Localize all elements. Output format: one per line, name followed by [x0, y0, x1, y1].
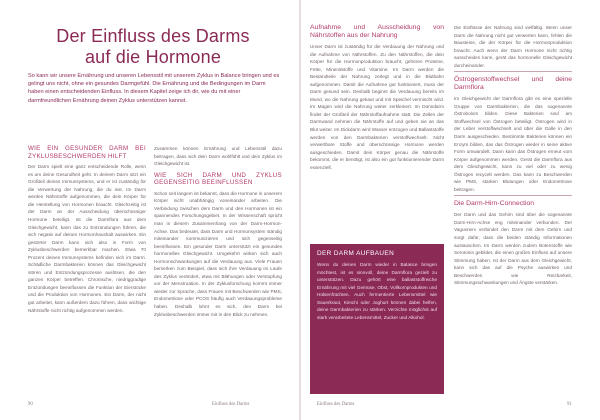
chapter-title: [28, 26, 278, 68]
divider: [454, 195, 572, 196]
body-text: Die Einflüsse der Nahrung sind vielfältig. Wenn unser Darm die Nahrung nicht gut verwerten kann, fehlen die Bausteine, die der Körper für die Hormonproduktion braucht. Auch wenn der Darm Hormone nicht richtig ausscheiden kann, gerät das hormonelle Gleichgewicht durcheinander.: [454, 25, 572, 68]
chapter-intro: So kann wir unsere Ernährung und unseren Lebensstil mit unserem Zyklus in Balance bringen und es gelingt uns nicht, ohne ein gesundes Darmgefühl. Die Ernährung und die Bedingungen im Darm haben einen entscheidenden Einfluss. In diesem Kapitel zeige ich dir, wie du mit einer darmfreundlichen Ernährung deinen Zyklus unterstützen kannst.: [28, 73, 280, 104]
left-page: [0, 0, 299, 420]
chapter-title-line-1: Der Einfluss des Darms: [56, 26, 250, 46]
chapter-title-line-2: auf die Hormone: [84, 47, 222, 67]
body-text: Der Darm spielt eine ganz entscheidende Rolle, wenn es um deine Gesundheit geht. In deinem Darm sitzt ein Großteil deines Immunsystems, und er ist zuständig für die Verwertung der Nahrung, die du isst. Im Darm werden Nährstoffe aufgenommen, die dein Körper für die Herstellung von Hormonen braucht. Gleichzeitig ist der Darm an der Ausscheidung überschüssiger Hormone beteiligt. Ist die Darmflora aus dem Gleichgewicht, kann das zu Entzündungen führen, die sich negativ auf deinen Hormonhaushalt auswirken. Ein gestörter Darm kann sich also in Form von Zyklusbeschwerden bemerkbar machen. Etwa 70 Prozent deines Immunsystems befinden sich im Darm. Schädliche Darmbakterien können das Gleichgewicht stören und Entzündungsprozesse auslösen, die den ganzen Körper betreffen. Chronische, niedriggradige Entzündungen beeinflussen die Funktion der Eierstöcke und die Produktion von Hormonen. Ein Darm, der nicht gut arbeitet, kann außerdem dazu führen, dass wichtige Nährstoffe nicht richtig aufgenommen werden.: [28, 164, 146, 313]
section-heading: Die Darm-Hirn-Connection: [454, 200, 535, 208]
right-column-1: [310, 24, 444, 238]
info-box-text: Wenn du deinen Darm wieder in Balance bringen möchtest, ist es sinnvoll, deine Darmflora gezielt zu unterstützen. Dazu gehört eine ballaststoffreiche Ernährung mit viel Gemüse, Obst, Vollkornprodukten und Hülsenfrüchten. Auch fermentierte Lebensmittel wie Sauerkraut, Kimchi oder Joghurt können dabei helfen, deine Darmbakterien zu stärken. Verzichte möglichst auf stark verarbeitete Lebensmittel, Zucker und Alkohol.: [317, 262, 437, 320]
body-text: Zusammen können Ernährung und Lebensstil dazu beitragen, dass sich dein Darm wohlfühlt und dein Zyklus im Gleichgewicht ist.: [154, 146, 282, 167]
body-text: Unser Darm ist zuständig für die Verdauung der Nahrung und die Aufnahme von Nährstoffen. Zu den Nährstoffen, die dein Körper für die Hormonproduktion braucht, gehören Proteine, Fette, Mineralstoffe und Vitamine. Im Darm werden die Bestandteile der Nahrung zerlegt und in die Blutbahn aufgenommen. Damit die Aufnahme gut funktioniert, muss der Darm gesund sein. Deshalb beginnt die Verdauung bereits im Mund, wo die Nahrung gekaut und mit Speichel vermischt wird. Im Magen wird die Nahrung weiter zerkleinert. Im Dünndarm findet der Großteil der Nährstoffaufnahme statt. Die Zellen der Darmwand nehmen die Nährstoffe auf und geben sie an das Blut weiter. Im Dickdarm wird Wasser entzogen und Ballaststoffe werden von den Darmbakterien verstoffwechselt. Nicht verwertbare Stoffe und überschüssige Hormone werden ausgeschieden. Damit dein Körper genau die Nährstoffe bekommt, die er benötigt, ist also ein gut funktionierender Darm essenziell.: [310, 44, 444, 170]
body-text: Im Gleichgewicht der Darmflora gibt es eine spezielle Gruppe von Darmbakterien, die das sogenannte Östrobolom bilden. Diese Bakterien sind am Stoffwechsel von Östrogen beteiligt. Östrogen wird in der Leber verstoffwechselt und über die Galle in den Darm ausgeschieden. Bestimmte Bakterien können ein Enzym bilden, das das Östrogen wieder in seine aktive Form umwandelt. Dann kann das Östrogen erneut vom Körper aufgenommen werden. Gerät die Darmflora aus dem Gleichgewicht, kann zu viel oder zu wenig Östrogen recycelt werden. Das kann zu Beschwerden wie PMS, starken Blutungen oder Endometriose beitragen.: [454, 96, 572, 192]
body-text: Schon seit langem ist bekannt, dass die Hormone in unserem Körper nicht unabhängig voneinander arbeiten. Die Verbindung zwischen dem Darm und den Hormonen ist ein spannendes Forschungsgebiet. In der Wissenschaft spricht man in diesem Zusammenhang von der Darm-Hormon-Achse. Das bedeutet, dass Darm und Hormonsystem ständig miteinander kommunizieren und sich gegenseitig beeinflussen. Ein gesunder Darm unterstützt ein gesundes hormonelles Gleichgewicht. Umgekehrt wirken sich auch Hormonschwankungen auf die Verdauung aus. Viele Frauen bemerken zum Beispiel, dass sich ihre Verdauung im Laufe des Zyklus verändert, etwa mit Blähungen oder Verstopfung vor der Menstruation. In der Zyklusforschung kommt immer wieder zur Sprache, dass Frauen mit Beschwerden wie PMS, Endometriose oder PCOS häufig auch Verdauungsprobleme haben. Deshalb lohnt es sich, den Darm bei Zyklusbeschwerden immer mit in den Blick zu nehmen.: [154, 190, 282, 317]
page-number: 91: [567, 402, 572, 407]
section-heading: WIE EIN GESUNDER DARM BEI ZYKLUSBESCHWERDEN HILFT: [28, 145, 146, 160]
left-column-2: [154, 145, 282, 399]
section-heading: Aufnahme und Ausscheidung von Nährstoffen aus der Nahrung: [310, 24, 444, 39]
info-box-heading: DER DARM AUFBAUEN: [317, 250, 395, 257]
section-heading: WIE SICH DARM UND ZYKLUS GEGENSEITIG BEEINFLUSSEN: [154, 171, 282, 187]
page-number: 90: [28, 402, 33, 407]
left-column-1: [28, 145, 146, 399]
section-heading: Östrogenstoffwechsel und deine Darmflora: [454, 76, 572, 92]
divider: [454, 71, 572, 72]
body-text: Der Darm und das Gehirn sind über die sogenannte Darm-Hirn-Achse eng miteinander verbunden. Der Vagusnerv verbindet den Darm mit dem Gehirn und sorgt dafür, dass die beiden ständig Informationen austauschen. Im Darm werden zudem Botenstoffe wie Serotonin gebildet, die einen großen Einfluss auf unsere Stimmung haben. Ist der Darm aus dem Gleichgewicht, kann sich das auf die Psyche auswirken und Beschwerden wie Reizbarkeit, Stimmungsschwankungen und Ängste verstärken.: [454, 212, 572, 286]
info-box: [310, 244, 444, 394]
running-footer: Einfluss des Darms: [317, 402, 355, 407]
right-column-2: [454, 24, 572, 396]
running-footer: Einfluss des Darms: [212, 402, 250, 407]
